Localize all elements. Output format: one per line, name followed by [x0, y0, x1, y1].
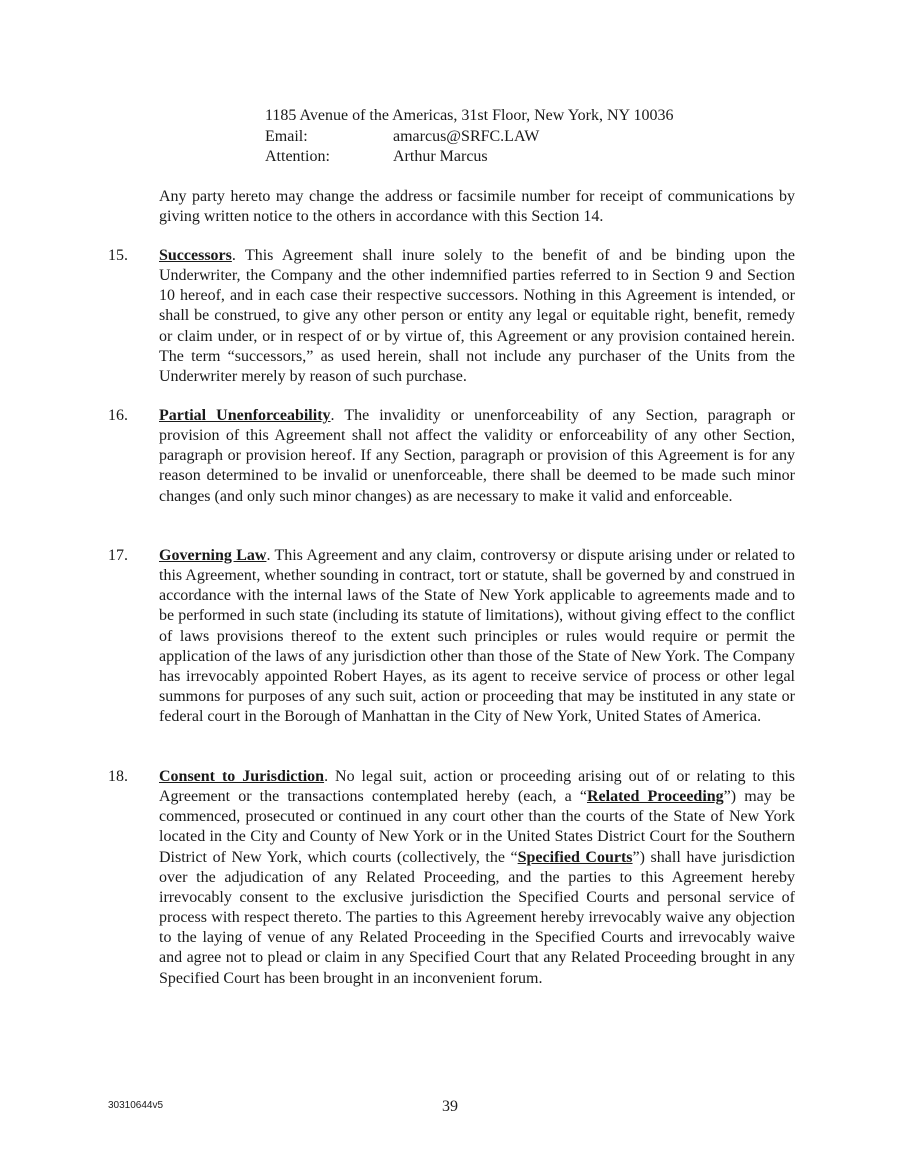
- address-block: [265, 106, 674, 168]
- section-number: 17.: [108, 547, 128, 564]
- notice-paragraph: Any party hereto may change the address or facsimile number for receipt of communications by giving written notice to the others in accordance with this Section 14.: [159, 188, 795, 226]
- section-body: [159, 767, 795, 989]
- section-18: [108, 767, 795, 989]
- address-street: 1185 Avenue of the Americas, 31st Floor, New York, NY 10036: [265, 107, 674, 124]
- email-value: amarcus@SRFC.LAW: [393, 127, 540, 145]
- section-body: [159, 546, 795, 727]
- defined-term-related-proceeding: Related Proceeding: [586, 788, 724, 806]
- document-id: 30310644v5: [108, 1100, 164, 1111]
- section-text-part-1: . No legal suit, action or proceeding arising out of or relating to this Agreement or the transactions contemplated hereby (each, a “: [159, 768, 795, 806]
- section-body: [159, 246, 795, 387]
- section-text-part-3: ”) shall have jurisdiction over the adjudication of any Related Proceeding, and the parties to this Agreement hereby irrevocably consent to the exclusive jurisdiction the Specified Courts and personal service of process with respect thereto. The parties to this Agreement hereby irrevocably waive any objection to the laying of venue of any Related Proceeding in the Specified Courts and irrevocably waive and agree not to plead or claim in any Specified Court that any Related Proceeding brought in any Specified Court has been brought in an inconvenient forum.: [159, 848, 795, 987]
- section-16: [108, 406, 795, 507]
- section-text: . This Agreement shall inure solely to the benefit of and be binding upon the Underwriter, the Company and the other indemnified parties referred to in Section 9 and Section 10 hereof, and in each case their respective successors. Nothing in this Agreement is intended, or shall be construed, to give any other person or entity any legal or equitable right, benefit, remedy or claim under, or in respect of or by virtue of, this Agreement or any provision contained herein. The term “successors,” as used herein, shall not include any purchaser of the Units from the Underwriter merely by reason of such purchase.: [159, 247, 795, 385]
- section-text: . The invalidity or unenforceability of any Section, paragraph or provision of this Agreement shall not affect the validity or enforceability of any other Section, paragraph or provision hereof. If any Section, paragraph or provision of this Agreement is for any reason determined to be invalid or unenforceable, there shall be deemed to be made such minor changes (and only such minor changes) as are necessary to make it valid and enforceable.: [159, 407, 796, 505]
- attention-row: [265, 147, 674, 168]
- section-text: . This Agreement and any claim, controversy or dispute arising under or related to this Agreement, whether sounding in contract, tort or statute, shall be governed by and construed in accordance with the internal laws of the State of New York applicable to agreements made and to be performed in such state (including its statute of limitations), without giving effect to the conflict of laws provisions thereof to the extent such principles or rules would require or permit the application of the laws of any jurisdiction other than those of the State of New York. The Company has irrevocably appointed Robert Hayes, as its agent to receive service of process or other legal summons for purposes of any such suit, action or proceeding that may be instituted in any state or federal court in the Borough of Manhattan in the City of New York, United States of America.: [159, 547, 795, 726]
- section-number: 15.: [108, 247, 128, 264]
- section-17: [108, 546, 795, 727]
- section-heading: Consent to Jurisdiction: [159, 768, 325, 785]
- attention-value: Arthur Marcus: [393, 148, 488, 165]
- email-row: [265, 127, 674, 148]
- attention-label: Attention:: [265, 148, 330, 165]
- section-number: 16.: [108, 407, 128, 424]
- section-heading: Governing Law: [159, 547, 267, 564]
- section-heading: Partial Unenforceability: [159, 407, 331, 424]
- page-number: 39: [442, 1098, 458, 1115]
- section-text-part-2: ”) may be commenced, prosecuted or continued in any court other than the courts of the State of New York located in the City and County of New York or in the United States District Court for the Southern District of New York, which courts (collectively, the “: [159, 788, 796, 866]
- email-label: Email:: [265, 127, 308, 145]
- section-body: [159, 406, 795, 507]
- section-15: [108, 246, 795, 387]
- defined-term-specified-courts: Specified Courts: [517, 848, 633, 866]
- section-number: 18.: [108, 768, 128, 785]
- section-heading: Successors: [159, 247, 232, 264]
